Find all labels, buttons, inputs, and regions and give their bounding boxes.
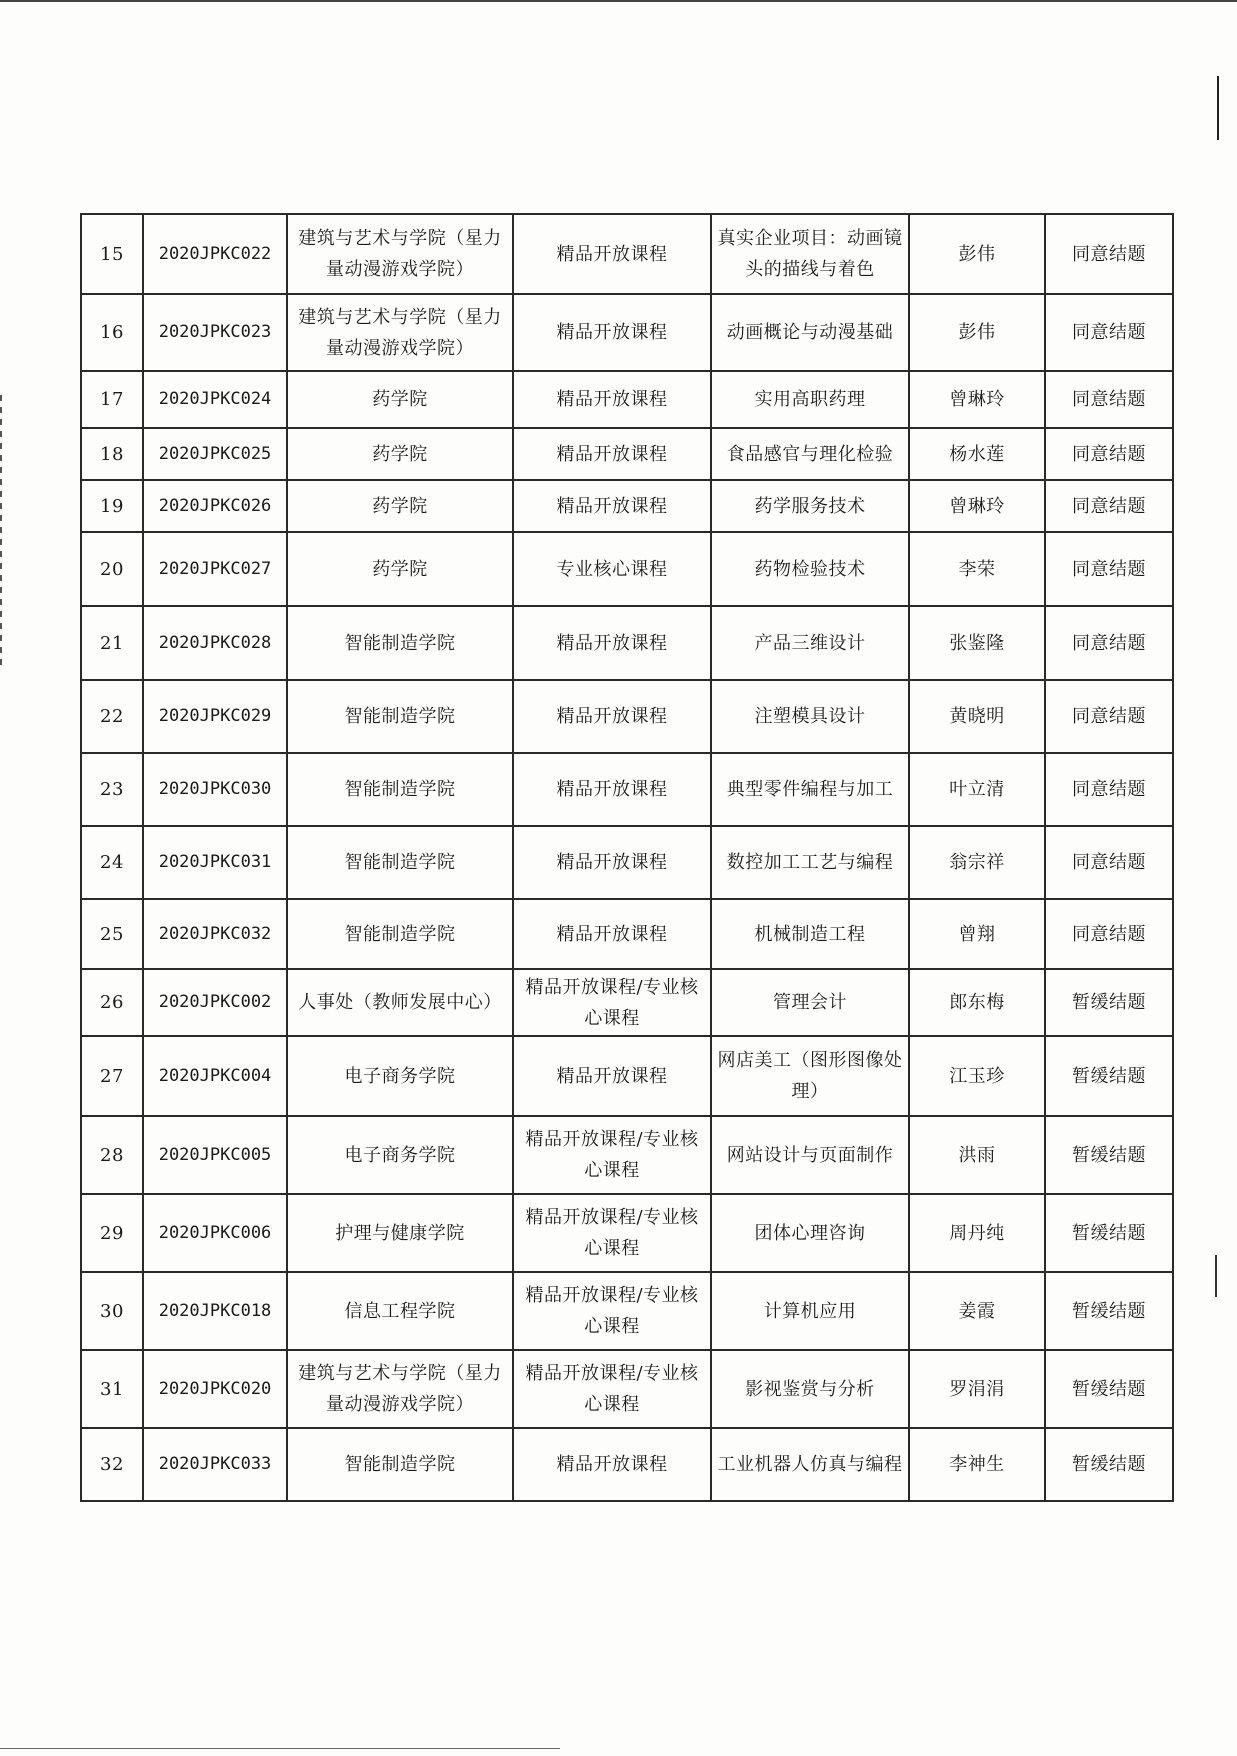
row-number: 28	[81, 1116, 143, 1194]
course-name: 注塑模具设计	[711, 680, 909, 753]
course-name: 工业机器人仿真与编程	[711, 1428, 909, 1501]
project-code: 2020JPKC018	[143, 1272, 287, 1350]
course-leader: 江玉珍	[909, 1036, 1045, 1116]
course-type: 精品开放课程	[513, 294, 711, 371]
course-name: 管理会计	[711, 969, 909, 1036]
row-number: 29	[81, 1194, 143, 1272]
department: 智能制造学院	[287, 680, 513, 753]
review-result: 同意结题	[1045, 532, 1173, 606]
table-row	[81, 680, 1173, 753]
department: 电子商务学院	[287, 1116, 513, 1194]
course-leader: 张鉴隆	[909, 606, 1045, 680]
review-result: 同意结题	[1045, 214, 1173, 294]
course-type: 精品开放课程/专业核心课程	[513, 969, 711, 1036]
course-type: 精品开放课程	[513, 753, 711, 826]
row-number: 17	[81, 371, 143, 428]
table-row	[81, 899, 1173, 969]
row-number: 24	[81, 826, 143, 899]
review-result: 暂缓结题	[1045, 1428, 1173, 1501]
project-code: 2020JPKC020	[143, 1350, 287, 1428]
row-number: 25	[81, 899, 143, 969]
course-name: 计算机应用	[711, 1272, 909, 1350]
project-code: 2020JPKC030	[143, 753, 287, 826]
course-leader: 曾琳玲	[909, 480, 1045, 532]
review-result: 暂缓结题	[1045, 1272, 1173, 1350]
scan-mark	[0, 395, 2, 665]
table-row	[81, 753, 1173, 826]
project-code: 2020JPKC006	[143, 1194, 287, 1272]
course-leader: 李神生	[909, 1428, 1045, 1501]
department: 药学院	[287, 428, 513, 480]
review-result: 同意结题	[1045, 753, 1173, 826]
review-result: 同意结题	[1045, 371, 1173, 428]
review-result: 暂缓结题	[1045, 1116, 1173, 1194]
page-bottom-border	[0, 1748, 560, 1749]
review-result: 同意结题	[1045, 826, 1173, 899]
review-result: 暂缓结题	[1045, 1036, 1173, 1116]
course-type: 专业核心课程	[513, 532, 711, 606]
row-number: 27	[81, 1036, 143, 1116]
table-row	[81, 1272, 1173, 1350]
department: 护理与健康学院	[287, 1194, 513, 1272]
course-type: 精品开放课程	[513, 214, 711, 294]
review-result: 同意结题	[1045, 899, 1173, 969]
table-row	[81, 214, 1173, 294]
course-leader: 罗涓涓	[909, 1350, 1045, 1428]
course-type: 精品开放课程/专业核心课程	[513, 1350, 711, 1428]
row-number: 23	[81, 753, 143, 826]
table-row	[81, 1350, 1173, 1428]
course-type: 精品开放课程	[513, 371, 711, 428]
course-leader: 姜霞	[909, 1272, 1045, 1350]
course-name: 实用高职药理	[711, 371, 909, 428]
department: 药学院	[287, 371, 513, 428]
course-name: 团体心理咨询	[711, 1194, 909, 1272]
project-code: 2020JPKC024	[143, 371, 287, 428]
course-name: 动画概论与动漫基础	[711, 294, 909, 371]
course-type: 精品开放课程/专业核心课程	[513, 1272, 711, 1350]
course-type: 精品开放课程	[513, 480, 711, 532]
row-number: 20	[81, 532, 143, 606]
project-table	[80, 213, 1174, 1502]
row-number: 19	[81, 480, 143, 532]
course-name: 数控加工工艺与编程	[711, 826, 909, 899]
course-leader: 杨水莲	[909, 428, 1045, 480]
course-name: 影视鉴赏与分析	[711, 1350, 909, 1428]
scan-mark	[1215, 1255, 1217, 1297]
row-number: 21	[81, 606, 143, 680]
project-code: 2020JPKC028	[143, 606, 287, 680]
department: 建筑与艺术与学院（星力量动漫游戏学院）	[287, 294, 513, 371]
course-type: 精品开放课程	[513, 826, 711, 899]
project-code: 2020JPKC004	[143, 1036, 287, 1116]
page-top-border	[0, 0, 1237, 2]
course-type: 精品开放课程/专业核心课程	[513, 1194, 711, 1272]
department: 药学院	[287, 532, 513, 606]
course-name: 真实企业项目：动画镜头的描线与着色	[711, 214, 909, 294]
review-result: 同意结题	[1045, 480, 1173, 532]
project-code: 2020JPKC005	[143, 1116, 287, 1194]
table-row	[81, 294, 1173, 371]
department: 智能制造学院	[287, 899, 513, 969]
table-row	[81, 532, 1173, 606]
row-number: 30	[81, 1272, 143, 1350]
department: 信息工程学院	[287, 1272, 513, 1350]
course-leader: 曾翔	[909, 899, 1045, 969]
row-number: 31	[81, 1350, 143, 1428]
project-code: 2020JPKC029	[143, 680, 287, 753]
table-row	[81, 606, 1173, 680]
row-number: 22	[81, 680, 143, 753]
row-number: 15	[81, 214, 143, 294]
table-row	[81, 969, 1173, 1036]
row-number: 32	[81, 1428, 143, 1501]
department: 智能制造学院	[287, 606, 513, 680]
course-leader: 翁宗祥	[909, 826, 1045, 899]
table-row	[81, 1428, 1173, 1501]
course-type: 精品开放课程	[513, 899, 711, 969]
project-code: 2020JPKC025	[143, 428, 287, 480]
review-result: 同意结题	[1045, 606, 1173, 680]
table-row	[81, 428, 1173, 480]
scan-mark	[1217, 76, 1219, 140]
review-result: 暂缓结题	[1045, 1350, 1173, 1428]
review-result: 暂缓结题	[1045, 1194, 1173, 1272]
table-row	[81, 371, 1173, 428]
project-code: 2020JPKC033	[143, 1428, 287, 1501]
course-type: 精品开放课程	[513, 680, 711, 753]
course-name: 典型零件编程与加工	[711, 753, 909, 826]
department: 建筑与艺术与学院（星力量动漫游戏学院）	[287, 214, 513, 294]
course-type: 精品开放课程	[513, 1428, 711, 1501]
course-type: 精品开放课程	[513, 1036, 711, 1116]
review-result: 同意结题	[1045, 428, 1173, 480]
department: 电子商务学院	[287, 1036, 513, 1116]
course-type: 精品开放课程	[513, 606, 711, 680]
row-number: 18	[81, 428, 143, 480]
course-leader: 周丹纯	[909, 1194, 1045, 1272]
project-code: 2020JPKC027	[143, 532, 287, 606]
row-number: 16	[81, 294, 143, 371]
department: 人事处（教师发展中心）	[287, 969, 513, 1036]
course-name: 产品三维设计	[711, 606, 909, 680]
row-number: 26	[81, 969, 143, 1036]
course-name: 药学服务技术	[711, 480, 909, 532]
course-name: 网站设计与页面制作	[711, 1116, 909, 1194]
course-leader: 彭伟	[909, 214, 1045, 294]
course-type: 精品开放课程	[513, 428, 711, 480]
table-row	[81, 1116, 1173, 1194]
project-code: 2020JPKC002	[143, 969, 287, 1036]
department: 建筑与艺术与学院（星力量动漫游戏学院）	[287, 1350, 513, 1428]
course-leader: 曾琳玲	[909, 371, 1045, 428]
department: 药学院	[287, 480, 513, 532]
project-code: 2020JPKC032	[143, 899, 287, 969]
review-result: 同意结题	[1045, 680, 1173, 753]
review-result: 同意结题	[1045, 294, 1173, 371]
department: 智能制造学院	[287, 826, 513, 899]
project-code: 2020JPKC031	[143, 826, 287, 899]
department: 智能制造学院	[287, 1428, 513, 1501]
review-result: 暂缓结题	[1045, 969, 1173, 1036]
course-leader: 彭伟	[909, 294, 1045, 371]
table-row	[81, 1194, 1173, 1272]
course-name: 网店美工（图形图像处理）	[711, 1036, 909, 1116]
course-leader: 黄晓明	[909, 680, 1045, 753]
project-code: 2020JPKC026	[143, 480, 287, 532]
project-code: 2020JPKC023	[143, 294, 287, 371]
department: 智能制造学院	[287, 753, 513, 826]
course-leader: 李荣	[909, 532, 1045, 606]
table-row	[81, 480, 1173, 532]
table-row	[81, 1036, 1173, 1116]
course-leader: 洪雨	[909, 1116, 1045, 1194]
course-name: 机械制造工程	[711, 899, 909, 969]
course-name: 药物检验技术	[711, 532, 909, 606]
table-row	[81, 826, 1173, 899]
course-type: 精品开放课程/专业核心课程	[513, 1116, 711, 1194]
course-leader: 叶立清	[909, 753, 1045, 826]
course-name: 食品感官与理化检验	[711, 428, 909, 480]
course-leader: 郎东梅	[909, 969, 1045, 1036]
project-code: 2020JPKC022	[143, 214, 287, 294]
